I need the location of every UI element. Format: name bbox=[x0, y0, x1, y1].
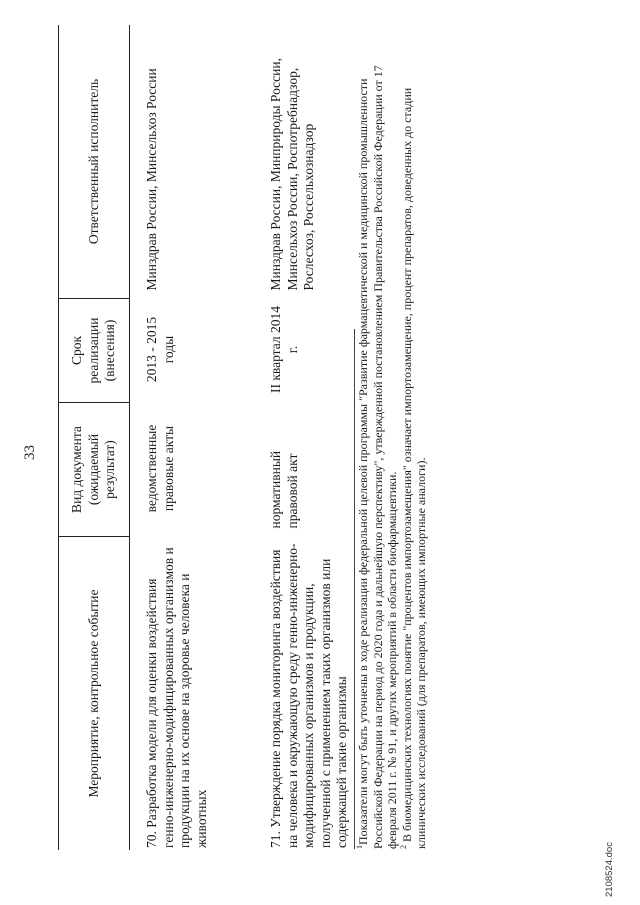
header-term: Срок реализации (внесения) bbox=[59, 299, 130, 403]
row-executor: Минздрав России, Минсельхоз России bbox=[144, 68, 159, 291]
footnote-1-text: Показатели могут быть уточнены в ходе реализации федеральной целевой программы "Развитие фармацевтической и медицинской промышленности Российской Федерации на период до 2020 года и дальнейшую перспективу", утвержденной постановлением Правительства Российской Федерации от 17 февраля 2011 г. № 91, и других мероприятий в области биофармацевтики. bbox=[356, 65, 399, 849]
document-code: 2108524.doc bbox=[604, 842, 615, 897]
footnote-2-text: В биомедицинских технологиях понятие "процентов импортозамещения" означает импортозамещение, процент препаратов, доведенных до стадии клинических исследований (для препаратов, имеющих импортные аналоги). bbox=[399, 87, 428, 849]
footnote-2-mark: 2 bbox=[398, 845, 408, 849]
row-action: 70. Разработка модели для оценки воздействия генно-инженерно-модифицированных организмов и продукции на их основе на здоровье человека и животных bbox=[144, 547, 209, 848]
row-document-type: нормативный правовой акт bbox=[268, 450, 300, 529]
action-plan-table bbox=[58, 25, 388, 850]
header-executor: Ответственный исполнитель bbox=[59, 25, 130, 299]
row-term: II квартал 2014 г. bbox=[268, 306, 300, 393]
row-action: 71. Утверждение порядка мониторинга воздействия на человека и окружающую среду генно-инженерно-модифицированных организмов и продукции, полученной с применением таких организмов или содержащей такие организмы bbox=[268, 543, 349, 848]
footnote-separator bbox=[354, 329, 355, 849]
footnote-1-mark: 1 bbox=[355, 845, 364, 849]
row-term: 2013 - 2015 годы bbox=[144, 316, 176, 383]
footnotes bbox=[356, 59, 429, 849]
table-row bbox=[130, 25, 255, 850]
page-number: 33 bbox=[22, 445, 38, 460]
footnote-2 bbox=[400, 59, 429, 849]
header-action: Мероприятие, контрольное событие bbox=[59, 537, 130, 851]
table-header-row bbox=[59, 25, 130, 850]
footnote-1 bbox=[356, 59, 400, 849]
row-document-type: ведомственные правовые акты bbox=[144, 424, 176, 513]
header-document-type: Вид документа (ожидаемый результат) bbox=[59, 403, 130, 537]
row-executor: Минздрав России, Минприроды России, Минсельхоз России, Роспотребнадзор, Рослесхоз, Россельхознадзор bbox=[268, 58, 316, 291]
